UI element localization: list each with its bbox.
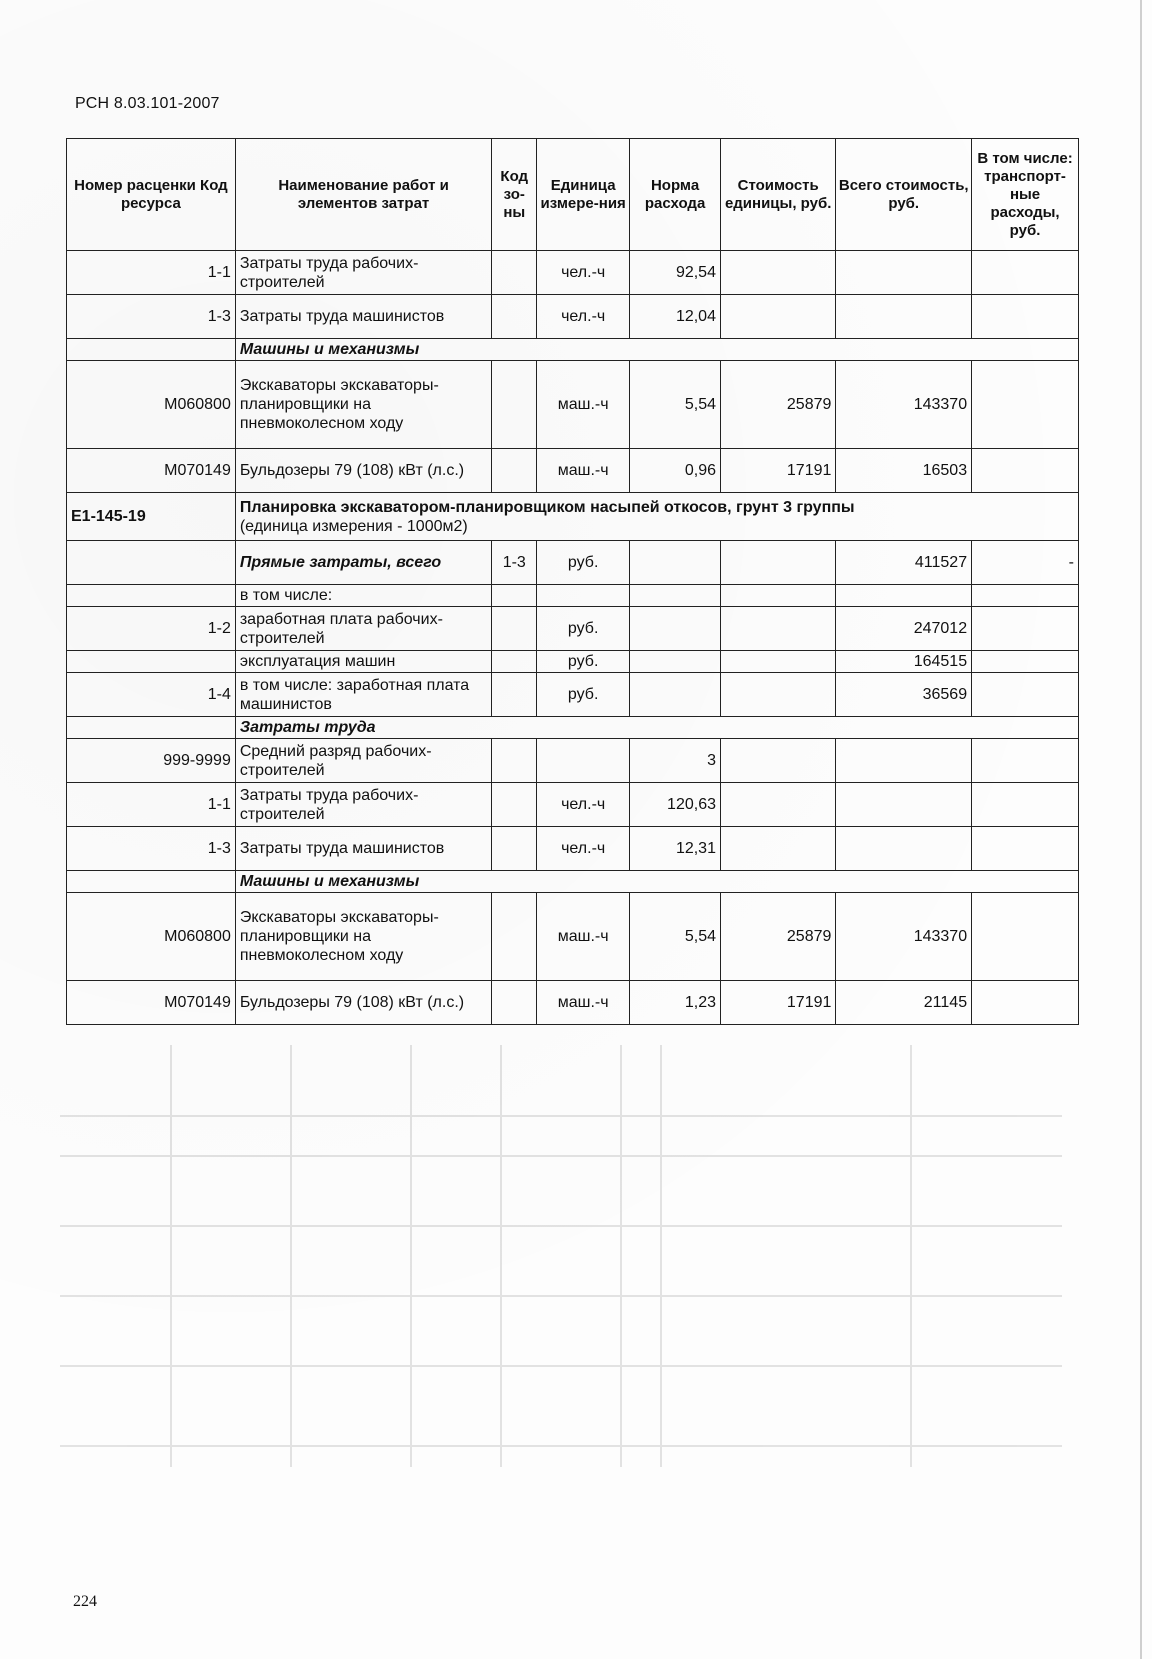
scan-edge	[1140, 0, 1142, 1659]
empty-cell	[630, 651, 721, 673]
row-code: 1-2	[67, 607, 236, 651]
table-row	[67, 361, 1079, 449]
row-name: Экскаваторы экскаваторы-планировщики на пневмоколесном ходу	[235, 893, 491, 981]
row-name: Затраты труда рабочих-строителей	[235, 783, 491, 827]
row-unit: руб.	[537, 607, 630, 651]
table-row	[67, 739, 1079, 783]
empty-cell	[492, 585, 537, 607]
direct-costs-transport: -	[972, 541, 1079, 585]
row-name: Затраты труда рабочих-строителей	[235, 251, 491, 295]
row-name: в том числе: заработная плата машинистов	[235, 673, 491, 717]
section-row	[67, 871, 1079, 893]
table-row	[67, 893, 1079, 981]
table-row	[67, 651, 1079, 673]
row-norm: 3	[630, 739, 721, 783]
table-row	[67, 673, 1079, 717]
empty-cell	[492, 981, 537, 1025]
header-name: Наименование работ и элементов затрат	[235, 139, 491, 251]
table-row	[67, 981, 1079, 1025]
row-name: Средний разряд рабочих-строителей	[235, 739, 491, 783]
row-norm: 92,54	[630, 251, 721, 295]
section-spacer	[67, 339, 236, 361]
empty-cell	[972, 827, 1079, 871]
row-total: 143370	[836, 893, 972, 981]
empty-cell	[972, 673, 1079, 717]
empty-cell	[836, 827, 972, 871]
empty-cell	[720, 827, 835, 871]
row-total	[836, 251, 972, 295]
row-unit-cost: 25879	[720, 361, 835, 449]
rate-title-cell	[235, 493, 1078, 541]
row-total: 247012	[836, 607, 972, 651]
empty-cell	[630, 585, 721, 607]
direct-costs-label: Прямые затраты, всего	[235, 541, 491, 585]
row-code: М060800	[67, 361, 236, 449]
row-unit: чел.-ч	[537, 251, 630, 295]
table-row	[67, 251, 1079, 295]
empty-cell	[720, 673, 835, 717]
empty-cell	[972, 585, 1079, 607]
table-row	[67, 827, 1079, 871]
header-total: Всего стоимость, руб.	[836, 139, 972, 251]
row-unit-cost: 25879	[720, 893, 835, 981]
empty-cell	[720, 607, 835, 651]
row-code: 999-9999	[67, 739, 236, 783]
row-unit: маш.-ч	[537, 981, 630, 1025]
empty-cell	[972, 783, 1079, 827]
row-norm: 120,63	[630, 783, 721, 827]
empty-cell	[492, 607, 537, 651]
document-code: РСН 8.03.101-2007	[75, 95, 220, 112]
table-row	[67, 541, 1079, 585]
row-code: 1-1	[67, 783, 236, 827]
row-total	[836, 295, 972, 339]
empty-cell	[720, 585, 835, 607]
table-row	[67, 783, 1079, 827]
empty-cell	[836, 585, 972, 607]
row-total: 36569	[836, 673, 972, 717]
empty-cell	[492, 783, 537, 827]
header-unit-cost: Стоимость единицы, руб.	[720, 139, 835, 251]
row-name: Бульдозеры 79 (108) кВт (л.с.)	[235, 981, 491, 1025]
row-norm: 12,04	[630, 295, 721, 339]
empty-cell	[67, 585, 236, 607]
incl-label: в том числе:	[235, 585, 491, 607]
empty-cell	[972, 739, 1079, 783]
empty-cell	[972, 607, 1079, 651]
row-code: 1-1	[67, 251, 236, 295]
empty-cell	[492, 827, 537, 871]
row-name: эксплуатация машин	[235, 651, 491, 673]
table-row	[67, 607, 1079, 651]
row-norm: 0,96	[630, 449, 721, 493]
direct-costs-unit: руб.	[537, 541, 630, 585]
section-machines: Машины и механизмы	[235, 339, 1078, 361]
row-zone	[492, 251, 537, 295]
section-spacer	[67, 871, 236, 893]
table-row	[67, 585, 1079, 607]
header-unit: Единица измере-ния	[537, 139, 630, 251]
empty-cell	[67, 651, 236, 673]
empty-cell	[720, 739, 835, 783]
table-row	[67, 295, 1079, 339]
empty-cell	[630, 541, 721, 585]
direct-costs-total: 411527	[836, 541, 972, 585]
row-zone	[492, 361, 537, 449]
section-row	[67, 339, 1079, 361]
row-unit-cost	[720, 295, 835, 339]
row-transport	[972, 449, 1079, 493]
row-code: 1-3	[67, 295, 236, 339]
row-unit: чел.-ч	[537, 783, 630, 827]
row-unit: маш.-ч	[537, 449, 630, 493]
header-transport: В том числе: транспорт-ные расходы, руб.	[972, 139, 1079, 251]
empty-cell	[972, 981, 1079, 1025]
row-norm: 1,23	[630, 981, 721, 1025]
row-unit: чел.-ч	[537, 295, 630, 339]
empty-cell	[720, 651, 835, 673]
row-norm: 5,54	[630, 361, 721, 449]
empty-cell	[972, 651, 1079, 673]
row-norm: 12,31	[630, 827, 721, 871]
row-zone	[492, 295, 537, 339]
empty-cell	[492, 651, 537, 673]
row-zone	[492, 449, 537, 493]
row-transport	[972, 251, 1079, 295]
row-code: М070149	[67, 981, 236, 1025]
empty-cell	[492, 739, 537, 783]
header-norm: Норма расхода	[630, 139, 721, 251]
header-code: Номер расценки Код ресурса	[67, 139, 236, 251]
empty-cell	[720, 783, 835, 827]
row-unit: маш.-ч	[537, 893, 630, 981]
row-total: 164515	[836, 651, 972, 673]
row-unit: руб.	[537, 651, 630, 673]
section-labor: Затраты труда	[235, 717, 1078, 739]
empty-cell	[972, 893, 1079, 981]
direct-costs-zone: 1-3	[492, 541, 537, 585]
empty-cell	[630, 673, 721, 717]
row-name: Затраты труда машинистов	[235, 827, 491, 871]
row-unit: руб.	[537, 673, 630, 717]
header-zone: Код зо-ны	[492, 139, 537, 251]
row-name: Затраты труда машинистов	[235, 295, 491, 339]
rates-table	[66, 138, 1079, 1025]
section-row	[67, 717, 1079, 739]
row-name: Бульдозеры 79 (108) кВт (л.с.)	[235, 449, 491, 493]
row-unit-cost	[720, 251, 835, 295]
row-unit: маш.-ч	[537, 361, 630, 449]
empty-cell	[630, 607, 721, 651]
row-unit: чел.-ч	[537, 827, 630, 871]
empty-cell	[492, 893, 537, 981]
rate-unit-note: (единица измерения - 1000м2)	[239, 517, 468, 535]
empty-cell	[67, 541, 236, 585]
bleed-through-grid	[60, 1045, 1060, 1465]
section-spacer	[67, 717, 236, 739]
row-name: Экскаваторы экскаваторы-планировщики на пневмоколесном ходу	[235, 361, 491, 449]
table-row	[67, 449, 1079, 493]
row-norm: 5,54	[630, 893, 721, 981]
empty-cell	[836, 783, 972, 827]
row-unit-cost: 17191	[720, 981, 835, 1025]
empty-cell	[720, 541, 835, 585]
header-row	[67, 139, 1079, 251]
rate-code: Е1-145-19	[67, 493, 236, 541]
row-total: 16503	[836, 449, 972, 493]
row-total: 21145	[836, 981, 972, 1025]
empty-cell	[492, 673, 537, 717]
empty-cell	[836, 739, 972, 783]
row-code: М060800	[67, 893, 236, 981]
row-unit-cost: 17191	[720, 449, 835, 493]
row-unit	[537, 739, 630, 783]
row-total: 143370	[836, 361, 972, 449]
row-transport	[972, 295, 1079, 339]
section-machines: Машины и механизмы	[235, 871, 1078, 893]
rate-title: Планировка экскаватором-планировщиком насыпей откосов, грунт 3 группы	[239, 498, 855, 516]
rate-header-row	[67, 493, 1079, 541]
page-number: 224	[73, 1593, 97, 1610]
row-name: заработная плата рабочих-строителей	[235, 607, 491, 651]
row-transport	[972, 361, 1079, 449]
row-code: М070149	[67, 449, 236, 493]
row-code: 1-3	[67, 827, 236, 871]
empty-cell	[537, 585, 630, 607]
row-code: 1-4	[67, 673, 236, 717]
